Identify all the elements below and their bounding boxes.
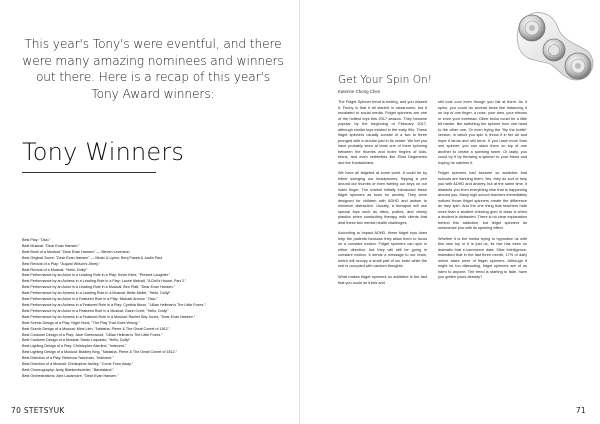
winner-item: Best Performance by an Actress in a Featured Role in a Play: Cynthia Nixon, "Lillian Hellman's The Little Foxes." [22,302,206,307]
winner-item: Best Play: "Oslo." [22,238,51,242]
article-paragraph: Whether it is the media trying to hypnotize us with this new toy or it is just us, its rise has been so dramatic that e-commerce data, Slice Intelligence, estimated that in the last three month, 17% of daily online sales were of fidget spinners. Although it might be too distracting, fidget spinners are of no harm to anyone. The trend is starting to fade, have you gotten yours already? [438,236,527,280]
winner-item: Best Musical: "Dear Evan Hansen." [22,243,80,248]
winner-item: Best Costume Design of a Play: Jane Greenwood, "Lillian Hellman's The Little Foxes." [22,332,163,337]
winner-item: Best Original Score: "Dear Evan Hansen" — Music & Lyrics: Benj Pasek & Justin Paul [22,255,163,260]
article-byline: Katerine Chong Chen [338,89,381,94]
article-paragraph: We have all fidgeted at some point. It could be by either swinging our headphones, flipping a pen around our thumbs or even twirling our keys on our index finger. The market initially introduced these fidget spinners as tools for anxiety. They were designed for children with ADHD and autism to minimize distraction. Usually, a therapist will use special toys such as discs, putties, and chewy plastics when conducting therapy with clients that deal these two mental health challenges. [338,171,427,225]
article-title: Get Your Spin On! [338,74,433,86]
article-paragraph: The Fidget Spinner trend is ending, and you missed it. Funny is that it all started in classrooms, but it escalated to social media. Fidget spinners are one of the hottest toys this 2017 season. They became popular by the beginning of February 2017, although similar toys existed in the early 90s. These fidget spinners usually consist of a two to three pronged with a circular pad in its center. We bet you have probably seen at least one of them spinning between the thumbs and index fingers of kids, teens, and even celebrities like Elliot Degeneres and the Kardashians. [338,100,427,165]
winner-item: Best Direction of a Play: Rebecca Taichman, "Indecent." [22,356,114,361]
title-underline [22,172,156,173]
winner-item: Best Performance by an Actress in a Leading Role in a Musical: Bette Midler, "Hello, Dolly!" [22,291,171,296]
winner-item: Best Choreography: Andy Blankenbuehler, "Bandstand." [22,367,114,372]
article-paragraph: still look cool even though you fail at them. As it spins, you could do several tricks like balancing it on top of one finger, a nose, your toes, your elbows or even your forehead. Other tricks could be a little bit harder, like switching the spinner from one hand to the other one. Or even trying the "flip the bottle" version, in which you spin it, throw it in the air and hope it lands and still turns. If you have more than one spinner, you can stack them on top of one another to create a spinning tower. Or lastly, you could try it by throwing a spinner to your friend and hoping he catches it. [438,100,527,165]
winner-item: Best Scenic Design of a Play: Nigel Hook, "The Play That Goes Wrong." [22,320,140,325]
winner-item: Best Scenic Design of a Musical: Mimi Lien, "Natasha, Pierre & The Great Comet of 1812." [22,326,171,331]
winner-item: Best Performance by an Actress in a Featured Role in a Musical: Rachel Bay Jones, "Dear Evan Hansen." [22,314,196,319]
page-title: Tony Winners [22,138,185,166]
page-number-left: 70 STETSYUK [11,406,65,415]
winner-item: Best Revival of a Play: "August Wilson's Jitney." [22,261,101,266]
article-column-1 [338,100,427,291]
winner-item: Best Performance by an Actress in a Leading Role in a Play: Laurie Metcalf, "A Doll's House, Part 2." [22,279,187,284]
page-number-right: 71 [575,406,586,415]
winner-item: Best Lighting Design of a Play: Christopher Akerlind, "Indecent." [22,344,127,349]
article-paragraph: What makes fidget spinners so addictive is the fact that you could do tricks and [338,275,427,285]
article-paragraph: According to Impact ADHD, these fidget toys does help the patients because they allow them to focus on a constant motion. Fidget spinners can spin in either direction, but they will still be going in constant motion. It sends a message to our brain, which will occupy a small part of our brain while the rest is occupied with random thoughts. [338,231,427,269]
winner-item: Best Performance by an Actor in a Featured Role in a Musical: Gavin Creel, "Hello, Dolly!" [22,308,169,313]
winner-item: Best Costume Design of a Musical: Santo Loquasto, "Hello, Dolly!" [22,338,131,343]
winners-list [22,238,292,380]
winner-item: Best Book of a Musical: "Dear Evan Hansen" — Steven Levenson [22,249,130,254]
winner-item: Best Revival of a Musical: "Hello, Dolly!" [22,267,88,272]
winner-item: Best Direction of a Musical: Christopher Ashley, "Come From Away." [22,362,134,367]
winner-item: Best Orchestrations: Alex Lacamoire, "Dear Evan Hansen." [22,373,119,378]
article-paragraph: Fidget spinners had become so addictive that schools are banning them. Yes, they do sort of help you with ADHD and anxiety, but at the same time, it distracts you from everything else that is happening around you. Many high school teachers immediately noticed those fidget spinners create the difference as they spin. And the one thing that teachers hate more than a student chewing gum in class is when a student is distracted. There is no clear explanation behind this addiction, but fidget spinners do mesmerize you with its spinning effect. [438,171,527,231]
winner-item: Best Performance by an Actor in a Leading Role in a Play: Kevin Kline, "Present Laughter." [22,273,171,278]
winner-item: Best Performance by an Actor in a Featured Role in a Play: Michael Aronov, "Oslo." [22,297,158,302]
article-column-2 [438,100,527,286]
winner-item: Best Lighting Design of a Musical: Bradley King, "Natasha, Pierre & The Great Comet of 1812." [22,350,178,355]
intro-paragraph: This year's Tony's were eventful, and there were many amazing nominees and winners out there. Here is a recap of this year's Tony Award winners: [22,37,284,101]
fidget-spinner-icon [510,6,600,90]
winner-item: Best Performance by an Actor in a Leading Role in a Musical: Ben Platt, "Dear Evan Hansen." [22,285,176,290]
